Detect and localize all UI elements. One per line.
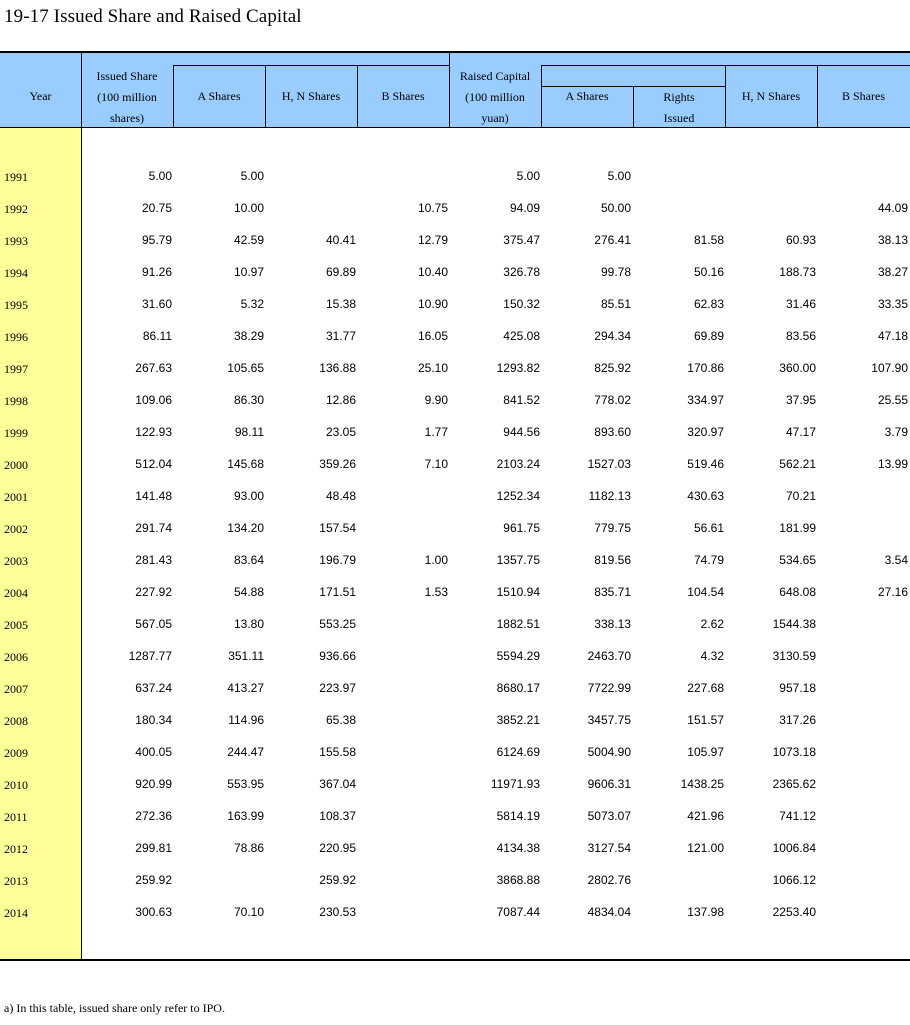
cell-hn: 553.25 bbox=[319, 617, 356, 631]
cell-rb: 107.90 bbox=[871, 361, 908, 375]
cell-issued: 31.60 bbox=[141, 297, 172, 311]
cell-rhn: 317.26 bbox=[779, 713, 816, 727]
cell-rb: 3.79 bbox=[884, 425, 908, 439]
row-year: 1999 bbox=[4, 426, 28, 440]
cell-ra: 825.92 bbox=[594, 361, 631, 375]
cell-rhn: 83.56 bbox=[785, 329, 816, 343]
cell-hn: 196.79 bbox=[319, 553, 356, 567]
cell-issued: 512.04 bbox=[135, 457, 172, 471]
cell-ra: 1527.03 bbox=[587, 457, 631, 471]
page-title: 19-17 Issued Share and Raised Capital bbox=[4, 6, 302, 27]
cell-rights: 170.86 bbox=[687, 361, 724, 375]
header-year bbox=[0, 86, 81, 107]
cell-rb: 3.54 bbox=[884, 553, 908, 567]
cell-ra: 294.34 bbox=[594, 329, 631, 343]
cell-rhn: 2365.62 bbox=[772, 777, 816, 791]
cell-issued: 291.74 bbox=[135, 521, 172, 535]
cell-hn: 936.66 bbox=[319, 649, 356, 663]
cell-raised: 841.52 bbox=[503, 393, 540, 407]
cell-rb: 44.09 bbox=[877, 201, 908, 215]
cell-ra: 1182.13 bbox=[588, 489, 631, 503]
cell-rhn: 181.99 bbox=[779, 521, 816, 535]
cell-rights: 50.16 bbox=[693, 265, 724, 279]
cell-rights: 137.98 bbox=[687, 905, 724, 919]
cell-rhn: 31.46 bbox=[785, 297, 816, 311]
row-year: 2002 bbox=[4, 522, 28, 536]
cell-rights: 421.96 bbox=[687, 809, 724, 823]
cell-raised: 11971.93 bbox=[490, 777, 540, 791]
cell-a: 10.97 bbox=[233, 265, 264, 279]
cell-ra: 5073.07 bbox=[587, 809, 631, 823]
row-year: 1991 bbox=[4, 170, 28, 184]
cell-rb: 38.13 bbox=[877, 233, 908, 247]
cell-hn: 15.38 bbox=[325, 297, 356, 311]
cell-b: 1.00 bbox=[424, 553, 448, 567]
cell-a: 163.99 bbox=[227, 809, 264, 823]
cell-ra: 2802.76 bbox=[587, 873, 631, 887]
cell-ra: 5.00 bbox=[607, 169, 631, 183]
cell-ra: 276.41 bbox=[594, 233, 631, 247]
header-raised-line: Raised Capital bbox=[459, 69, 531, 83]
cell-a: 38.29 bbox=[233, 329, 264, 343]
row-year: 1996 bbox=[4, 330, 28, 344]
cell-rights: 2.62 bbox=[700, 617, 724, 631]
cell-ra: 778.02 bbox=[594, 393, 631, 407]
cell-raised: 961.75 bbox=[503, 521, 540, 535]
cell-raised: 1357.75 bbox=[496, 553, 540, 567]
cell-ra: 835.71 bbox=[594, 585, 631, 599]
header-rights-line: Issued bbox=[663, 111, 695, 125]
cell-rights: 104.54 bbox=[687, 585, 724, 599]
cell-ra: 50.00 bbox=[600, 201, 631, 215]
cell-hn: 108.37 bbox=[319, 809, 356, 823]
cell-raised: 944.56 bbox=[503, 425, 540, 439]
row-year: 2001 bbox=[4, 490, 28, 504]
row-year: 1995 bbox=[4, 298, 28, 312]
header-issued-share bbox=[81, 66, 173, 129]
row-year: 1998 bbox=[4, 394, 28, 408]
header-raised-a-shares-label: A Shares bbox=[565, 89, 609, 103]
cell-issued: 259.92 bbox=[135, 873, 172, 887]
cell-rhn: 534.65 bbox=[779, 553, 816, 567]
cell-ra: 99.78 bbox=[600, 265, 631, 279]
cell-issued: 400.05 bbox=[135, 745, 172, 759]
cell-b: 12.79 bbox=[417, 233, 448, 247]
header-hn-shares bbox=[265, 86, 357, 107]
cell-raised: 4134.38 bbox=[496, 841, 540, 855]
cell-ra: 819.56 bbox=[594, 553, 631, 567]
cell-hn: 155.58 bbox=[319, 745, 356, 759]
cell-issued: 91.26 bbox=[141, 265, 172, 279]
cell-rights: 519.46 bbox=[687, 457, 724, 471]
cell-ra: 7722.99 bbox=[587, 681, 631, 695]
cell-hn: 31.77 bbox=[325, 329, 356, 343]
cell-rhn: 741.12 bbox=[779, 809, 816, 823]
cell-issued: 1287.77 bbox=[128, 649, 172, 663]
cell-hn: 65.38 bbox=[325, 713, 356, 727]
cell-a: 351.11 bbox=[228, 649, 264, 663]
cell-issued: 300.63 bbox=[135, 905, 172, 919]
cell-rhn: 60.93 bbox=[785, 233, 816, 247]
year-column-band bbox=[0, 128, 81, 960]
cell-raised: 6124.69 bbox=[496, 745, 540, 759]
cell-a: 5.32 bbox=[240, 297, 264, 311]
cell-a: 10.00 bbox=[233, 201, 264, 215]
header-b-shares bbox=[357, 86, 449, 107]
header-year-label: Year bbox=[29, 89, 52, 103]
cell-rb: 33.35 bbox=[877, 297, 908, 311]
header-raised-capital bbox=[449, 66, 541, 129]
header-b-shares-label: B Shares bbox=[381, 89, 425, 103]
cell-a: 13.80 bbox=[233, 617, 264, 631]
row-year: 2006 bbox=[4, 650, 28, 664]
row-year: 1994 bbox=[4, 266, 28, 280]
row-year: 2014 bbox=[4, 906, 28, 920]
cell-rights: 121.00 bbox=[687, 841, 724, 855]
cell-rhn: 648.08 bbox=[779, 585, 816, 599]
cell-rhn: 1006.84 bbox=[772, 841, 816, 855]
header-hn-shares-label: H, N Shares bbox=[281, 89, 341, 103]
row-year: 1992 bbox=[4, 202, 28, 216]
cell-a: 78.86 bbox=[233, 841, 264, 855]
cell-rights: 56.61 bbox=[693, 521, 724, 535]
cell-issued: 109.06 bbox=[135, 393, 172, 407]
cell-raised: 1293.82 bbox=[496, 361, 540, 375]
cell-rhn: 562.21 bbox=[779, 457, 816, 471]
cell-raised: 3868.88 bbox=[496, 873, 540, 887]
cell-rhn: 1066.12 bbox=[772, 873, 816, 887]
cell-hn: 12.86 bbox=[325, 393, 356, 407]
cell-raised: 1510.94 bbox=[496, 585, 540, 599]
cell-b: 10.75 bbox=[417, 201, 448, 215]
cell-issued: 141.48 bbox=[135, 489, 172, 503]
row-year: 2008 bbox=[4, 714, 28, 728]
header-rights-issued bbox=[633, 87, 725, 129]
header-issued-line: shares) bbox=[110, 111, 144, 125]
header-a-shares bbox=[173, 86, 265, 107]
cell-b: 16.05 bbox=[417, 329, 448, 343]
cell-raised: 94.09 bbox=[509, 201, 540, 215]
cell-raised: 150.32 bbox=[503, 297, 540, 311]
cell-issued: 920.99 bbox=[135, 777, 172, 791]
cell-rights: 105.97 bbox=[687, 745, 724, 759]
cell-rights: 430.63 bbox=[687, 489, 724, 503]
cell-issued: 281.43 bbox=[135, 553, 172, 567]
cell-rb: 13.99 bbox=[877, 457, 908, 471]
cell-issued: 567.05 bbox=[135, 617, 172, 631]
row-year: 2007 bbox=[4, 682, 28, 696]
row-year: 2000 bbox=[4, 458, 28, 472]
cell-b: 7.10 bbox=[424, 457, 448, 471]
row-year: 2012 bbox=[4, 842, 28, 856]
cell-rb: 27.16 bbox=[877, 585, 908, 599]
cell-rights: 69.89 bbox=[693, 329, 724, 343]
cell-hn: 69.89 bbox=[325, 265, 356, 279]
table-bottom-rule bbox=[0, 959, 910, 961]
footnote: a) In this table, issued share only refer to IPO. bbox=[4, 1001, 225, 1015]
cell-rb: 25.55 bbox=[877, 393, 908, 407]
cell-a: 93.00 bbox=[233, 489, 264, 503]
cell-a: 413.27 bbox=[227, 681, 264, 695]
header-raised-hn-shares-label: H, N Shares bbox=[741, 89, 801, 103]
cell-a: 553.95 bbox=[227, 777, 264, 791]
cell-issued: 180.34 bbox=[135, 713, 172, 727]
cell-rhn: 37.95 bbox=[785, 393, 816, 407]
row-year: 2009 bbox=[4, 746, 28, 760]
cell-hn: 259.92 bbox=[319, 873, 356, 887]
cell-hn: 136.88 bbox=[319, 361, 356, 375]
cell-issued: 272.36 bbox=[135, 809, 172, 823]
cell-issued: 227.92 bbox=[135, 585, 172, 599]
year-column-divider bbox=[81, 128, 82, 960]
cell-rhn: 2253.40 bbox=[772, 905, 816, 919]
cell-a: 145.68 bbox=[227, 457, 264, 471]
cell-a: 134.20 bbox=[227, 521, 264, 535]
cell-a: 83.64 bbox=[233, 553, 264, 567]
cell-ra: 2463.70 bbox=[587, 649, 631, 663]
cell-rights: 74.79 bbox=[693, 553, 724, 567]
cell-rights: 227.68 bbox=[687, 681, 724, 695]
cell-rights: 320.97 bbox=[687, 425, 724, 439]
cell-rhn: 957.18 bbox=[779, 681, 816, 695]
cell-raised: 425.08 bbox=[503, 329, 540, 343]
cell-rights: 62.83 bbox=[693, 297, 724, 311]
cell-rb: 38.27 bbox=[877, 265, 908, 279]
row-year: 1997 bbox=[4, 362, 28, 376]
cell-b: 9.90 bbox=[424, 393, 448, 407]
cell-ra: 5004.90 bbox=[587, 745, 631, 759]
cell-raised: 2103.24 bbox=[496, 457, 540, 471]
cell-issued: 637.24 bbox=[135, 681, 172, 695]
header-subrule bbox=[541, 65, 910, 66]
cell-rhn: 47.17 bbox=[785, 425, 816, 439]
cell-raised: 3852.21 bbox=[496, 713, 540, 727]
cell-issued: 86.11 bbox=[142, 329, 172, 343]
cell-a: 42.59 bbox=[233, 233, 264, 247]
cell-a: 70.10 bbox=[233, 905, 264, 919]
cell-hn: 359.26 bbox=[319, 457, 356, 471]
header-subrule bbox=[173, 65, 449, 66]
cell-issued: 20.75 bbox=[141, 201, 172, 215]
cell-issued: 5.00 bbox=[148, 169, 172, 183]
row-year: 1993 bbox=[4, 234, 28, 248]
cell-raised: 1882.51 bbox=[496, 617, 540, 631]
header-issued-line: Issued Share bbox=[96, 69, 158, 83]
cell-rhn: 1544.38 bbox=[772, 617, 816, 631]
cell-a: 114.96 bbox=[228, 713, 264, 727]
cell-a: 105.65 bbox=[227, 361, 264, 375]
cell-raised: 5594.29 bbox=[496, 649, 540, 663]
cell-ra: 85.51 bbox=[600, 297, 631, 311]
cell-a: 5.00 bbox=[240, 169, 264, 183]
cell-raised: 375.47 bbox=[503, 233, 540, 247]
header-raised-a-shares bbox=[541, 86, 633, 107]
header-raised-line: (100 million bbox=[465, 90, 525, 104]
cell-a: 98.11 bbox=[234, 425, 264, 439]
cell-rhn: 3130.59 bbox=[772, 649, 816, 663]
cell-hn: 220.95 bbox=[319, 841, 356, 855]
cell-rights: 81.58 bbox=[693, 233, 724, 247]
cell-a: 86.30 bbox=[233, 393, 264, 407]
cell-issued: 299.81 bbox=[135, 841, 172, 855]
cell-rhn: 1073.18 bbox=[772, 745, 816, 759]
cell-b: 1.53 bbox=[424, 585, 448, 599]
cell-rights: 151.57 bbox=[687, 713, 724, 727]
header-rights-line: Rights bbox=[663, 90, 695, 104]
cell-issued: 122.93 bbox=[135, 425, 172, 439]
cell-hn: 223.97 bbox=[319, 681, 356, 695]
row-year: 2013 bbox=[4, 874, 28, 888]
row-year: 2004 bbox=[4, 586, 28, 600]
cell-hn: 23.05 bbox=[325, 425, 356, 439]
cell-hn: 157.54 bbox=[319, 521, 356, 535]
cell-b: 1.77 bbox=[424, 425, 448, 439]
cell-rights: 4.32 bbox=[700, 649, 724, 663]
cell-rhn: 360.00 bbox=[779, 361, 816, 375]
header-raised-b-shares bbox=[817, 86, 910, 107]
cell-ra: 3127.54 bbox=[587, 841, 631, 855]
cell-raised: 1252.34 bbox=[496, 489, 540, 503]
row-year: 2003 bbox=[4, 554, 28, 568]
cell-hn: 230.53 bbox=[319, 905, 356, 919]
cell-hn: 367.04 bbox=[319, 777, 356, 791]
cell-hn: 40.41 bbox=[325, 233, 356, 247]
cell-ra: 893.60 bbox=[594, 425, 631, 439]
cell-hn: 171.51 bbox=[319, 585, 356, 599]
cell-a: 244.47 bbox=[227, 745, 264, 759]
cell-ra: 3457.75 bbox=[587, 713, 631, 727]
row-year: 2011 bbox=[4, 810, 28, 824]
cell-raised: 7087.44 bbox=[496, 905, 540, 919]
cell-hn: 48.48 bbox=[325, 489, 356, 503]
cell-ra: 779.75 bbox=[594, 521, 631, 535]
cell-ra: 4834.04 bbox=[587, 905, 631, 919]
cell-raised: 5814.19 bbox=[496, 809, 540, 823]
cell-ra: 338.13 bbox=[594, 617, 631, 631]
cell-a: 54.88 bbox=[233, 585, 264, 599]
header-raised-b-shares-label: B Shares bbox=[842, 89, 885, 103]
header-raised-line: yuan) bbox=[481, 111, 509, 125]
cell-rhn: 188.73 bbox=[779, 265, 816, 279]
cell-b: 10.40 bbox=[417, 265, 448, 279]
cell-rights: 334.97 bbox=[687, 393, 724, 407]
cell-raised: 326.78 bbox=[503, 265, 540, 279]
header-raised-hn-shares bbox=[725, 86, 817, 107]
cell-rhn: 70.21 bbox=[785, 489, 816, 503]
header-issued-line: (100 million bbox=[97, 90, 157, 104]
row-year: 2010 bbox=[4, 778, 28, 792]
cell-rb: 47.18 bbox=[877, 329, 908, 343]
cell-raised: 5.00 bbox=[516, 169, 540, 183]
cell-issued: 95.79 bbox=[141, 233, 172, 247]
cell-b: 10.90 bbox=[417, 297, 448, 311]
cell-raised: 8680.17 bbox=[496, 681, 540, 695]
row-year: 2005 bbox=[4, 618, 28, 632]
cell-rights: 1438.25 bbox=[680, 777, 724, 791]
header-a-shares-label: A Shares bbox=[197, 89, 241, 103]
cell-b: 25.10 bbox=[417, 361, 448, 375]
cell-ra: 9606.31 bbox=[587, 777, 631, 791]
cell-issued: 267.63 bbox=[135, 361, 172, 375]
